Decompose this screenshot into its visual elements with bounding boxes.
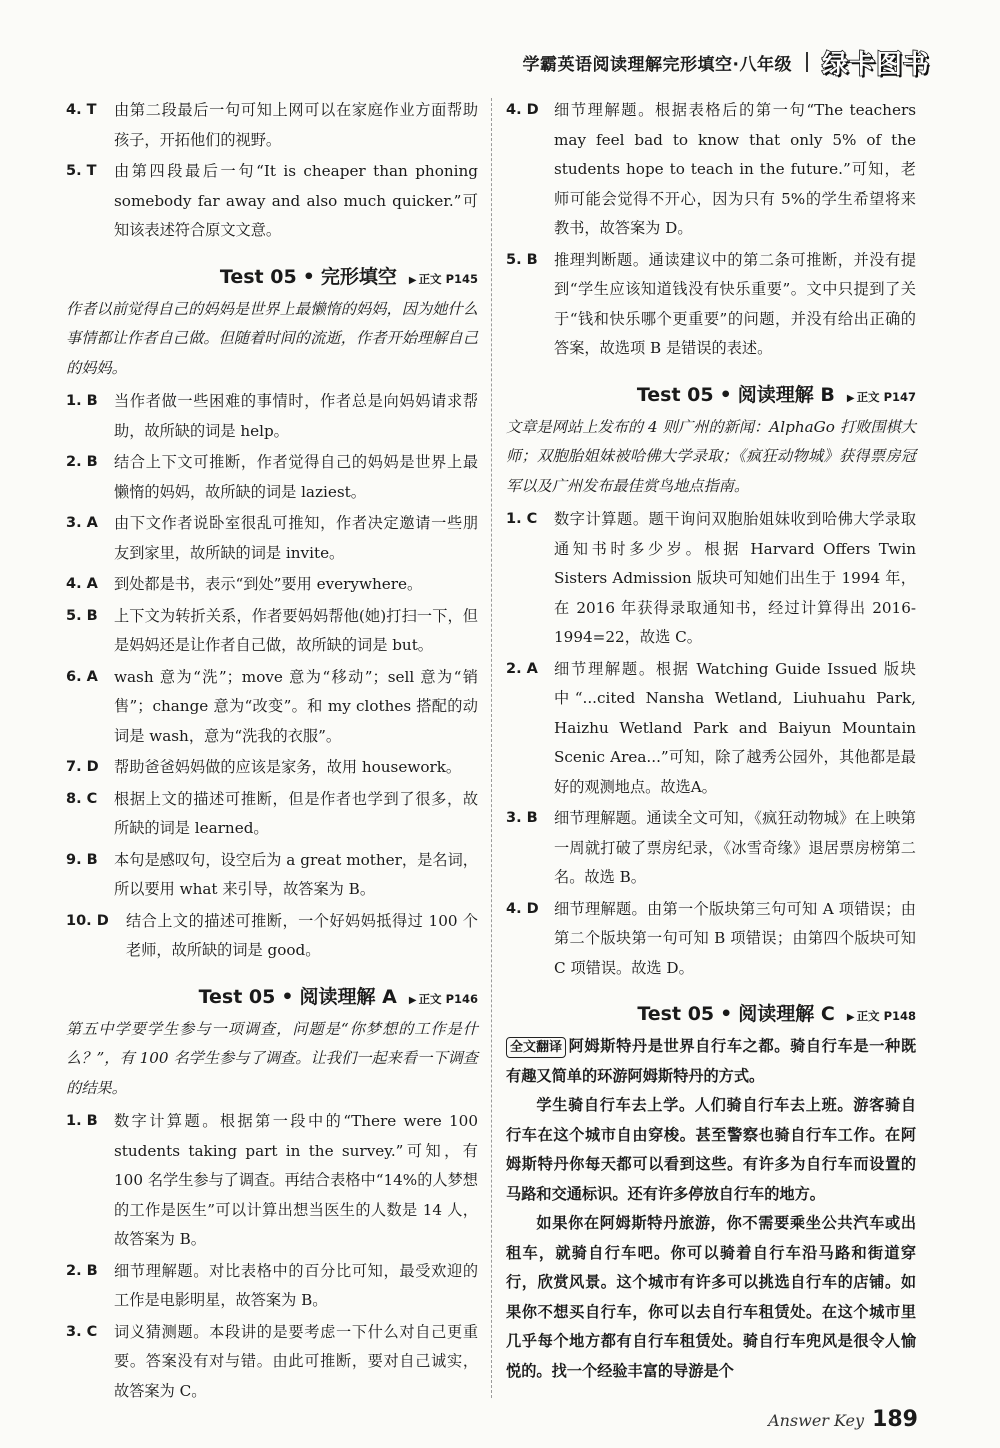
section-title: Test 05 • 阅读理解 A [198, 985, 397, 1008]
section-title: Test 05 • 阅读理解 B [636, 383, 835, 406]
answer-explanation: 到处都是书，表示“到处”要用 everywhere。 [114, 575, 423, 593]
answer-explanation: 词义猜测题。本段讲的是要考虑一下什么对自己更重要。答案没有对与错。由此可推断，要对自己诚实，故答案为 C。 [114, 1322, 478, 1400]
translation-paragraph: 如果你在阿姆斯特丹旅游，你不需要乘坐公共汽车或出租车，就骑自行车吧。你可以骑着自行车沿马路和街道穿行，欣赏风景。这个城市有许多可以挑选自行车的店铺。如果你不想买自行车，你可以去自行车租赁处。在这个城市里几乎每个地方都有自行车租赁处。骑自行车兜风是很令人愉悦的。找一个经验丰富的导游是个 [506, 1214, 916, 1380]
triangle-icon: ▶ [846, 1012, 855, 1023]
header-divider [806, 52, 808, 72]
answer-number: 4. A [66, 576, 98, 592]
answer-number: 10. D [66, 912, 109, 929]
answer-number: 2. B [66, 1262, 98, 1279]
answer-item [66, 907, 478, 966]
answer-explanation: 细节理解题。由第一个版块第三句可知 A 项错误；由第二个版块第一句可知 B 项错误；由第四个版块可知 C 项错误。故选 D。 [554, 899, 916, 977]
section-heading-reading-c [506, 999, 916, 1026]
answer-item [66, 448, 478, 507]
answer-explanation: 结合上文的描述可推断，一个好妈妈抵得过 100 个老师，故所缺的词是 good。 [126, 911, 478, 959]
footer-label: Answer Key [768, 1411, 865, 1430]
answer-number: 9. B [66, 851, 98, 868]
page-number: 189 [872, 1407, 918, 1432]
section-summary: 第五中学要学生参与一项调查，问题是“你梦想的工作是什么？”，有 100 名学生参与了调查。让我们一起来看一下调查的结果。 [66, 1019, 478, 1097]
answer-explanation: 本句是感叹句，设空后为 a great mother，是名词，所以要用 what 来引导，故答案为 B。 [114, 850, 478, 898]
triangle-icon: ▶ [846, 392, 855, 404]
answer-item [506, 895, 916, 984]
answer-number: 4. T [66, 102, 97, 118]
answer-number: 5. B [66, 607, 98, 624]
series-title: 学霸英语阅读理解完形填空·八年级 [522, 54, 792, 75]
answer-item [506, 655, 916, 803]
answer-item [66, 387, 478, 446]
page-reference: ▶ 正文 P146 [408, 991, 478, 1006]
answer-number: 3. C [66, 1323, 98, 1340]
section-heading-reading-b [506, 380, 916, 407]
translation-paragraph: 全文翻译 阿姆斯特丹是世界自行车之都。骑自行车是一种既有趣又简单的环游阿姆斯特丹的方式。 [506, 1037, 916, 1085]
answer-number: 8. C [66, 790, 98, 807]
page-reference: ▶ 正文 P145 [408, 271, 478, 286]
answer-explanation: 数字计算题。根据第一段中的“There were 100 students taking part in the survey.”可知，有 100 名学生参与了调查。再结合表格中“14%的人梦想的工作是医生”可以计算出想当医生的人数是 14 人，故答案为 B。 [114, 1112, 478, 1248]
answer-item [66, 509, 478, 568]
page-footer [768, 1407, 918, 1432]
answer-item [66, 157, 478, 246]
answer-item [66, 96, 478, 155]
answer-item [506, 505, 916, 653]
answer-item [66, 663, 478, 752]
full-translation [506, 1032, 916, 1386]
answer-explanation: wash 意为“洗”；move 意为“移动”；sell 意为“销售”；change 意为“改变”。和 my clothes 搭配的动词是 wash，意为“洗我的衣服”。 [114, 667, 478, 745]
translation-badge: 全文翻译 [506, 1037, 566, 1058]
answer-item [66, 1318, 478, 1407]
answer-item [66, 753, 478, 783]
section-summary: 文章是网站上发布的 4 则广州的新闻：AlphaGo 打败围棋大师；双胞胎姐妹被哈佛大学录取；《疯狂动物城》获得票房冠军以及广州发布最佳赏鸟地点指南。 [506, 417, 916, 495]
section-title: Test 05 • 完形填空 [219, 265, 397, 288]
answer-item [506, 246, 916, 364]
translation-paragraph: 学生骑自行车去上学。人们骑自行车去上班。游客骑自行车在这个城市自由穿梭。甚至警察也骑自行车工作。在阿姆斯特丹你每天都可以看到这些。有许多为自行车而设置的马路和交通标识。还有许多停放自行车的地方。 [506, 1096, 916, 1203]
answer-number: 4. D [506, 102, 539, 118]
section-title: Test 05 • 阅读理解 C [637, 1003, 835, 1025]
page-reference: ▶ 正文 P148 [846, 1009, 916, 1023]
answer-number: 1. B [66, 393, 98, 409]
answer-item [66, 785, 478, 844]
answer-explanation: 细节理解题。根据表格后的第一句“The teachers may feel bad to know that only 5% of the students hope to teach in the future.”可知，老师可能会觉得不开心，因为只有 5%的学生希望将来教书，故答案为 D。 [554, 101, 916, 237]
triangle-icon: ▶ [408, 994, 417, 1006]
right-column [506, 96, 916, 1386]
answer-explanation: 细节理解题。根据 Watching Guide Issued 版块中“...cited Nansha Wetland, Liuhuahu Park, Haizhu Wetland Park and Baiyun Mountain Scenic Area...”可知，除了越秀公园外，其他都是最好的观测地点。故选A。 [554, 659, 916, 796]
answer-item [66, 602, 478, 661]
answer-number: 2. B [66, 454, 98, 470]
left-column [66, 96, 478, 1408]
answer-explanation: 根据上文的描述可推断，但是作者也学到了很多，故所缺的词是 learned。 [114, 789, 478, 837]
answer-number: 5. B [506, 251, 538, 268]
answer-explanation: 细节理解题。对比表格中的百分比可知，最受欢迎的工作是电影明星，故答案为 B。 [114, 1261, 478, 1309]
answer-explanation: 当作者做一些困难的事情时，作者总是向妈妈请求帮助，故所缺的词是 help。 [114, 392, 478, 440]
section-summary: 作者以前觉得自己的妈妈是世界上最懒惰的妈妈，因为她什么事情都让作者自己做。但随着时间的流逝，作者开始理解自己的妈妈。 [66, 299, 478, 377]
answer-explanation: 由第四段最后一句“It is cheaper than phoning somebody far away and also much quicker.”可知该表述符合原文文意。 [114, 162, 478, 239]
answer-explanation: 帮助爸爸妈妈做的应该是家务，故用 housework。 [114, 758, 462, 776]
answer-explanation: 上下文为转折关系，作者要妈妈帮他(她)打扫一下，但是妈妈还是让作者自己做，故所缺的词是 but。 [114, 606, 478, 654]
answer-item [506, 804, 916, 893]
answer-explanation: 结合上下文可推断，作者觉得自己的妈妈是世界上最懒惰的妈妈，故所缺的词是 laziest。 [114, 453, 478, 501]
answer-item [506, 96, 916, 244]
answer-item [66, 570, 478, 600]
answer-number: 3. B [506, 810, 538, 826]
brand-logo: 绿卡图书 [821, 49, 930, 80]
answer-explanation: 细节理解题。通读全文可知，《疯狂动物城》在上映第一周就打破了票房纪录，《冰雪奇缘》退居票房榜第二名。故选 B。 [554, 809, 916, 886]
section-heading-reading-a [66, 982, 478, 1009]
answer-number: 5. T [66, 163, 97, 179]
answer-explanation: 数字计算题。题干询问双胞胎姐妹收到哈佛大学录取通知书时多少岁。根据 Harvard Offers Twin Sisters Admission 版块可知她们出生于 1994 年，在 2016 年获得录取通知书，经过计算得出 2016-1994=22，故选 C。 [554, 510, 916, 646]
answer-number: 7. D [66, 759, 99, 775]
column-divider [491, 98, 492, 1398]
answer-item [66, 1257, 478, 1316]
answer-number: 1. B [66, 1113, 98, 1129]
answer-explanation: 推理判断题。通读建议中的第二条可推断，并没有提到“学生应该知道钱没有快乐重要”。文中只提到了关于“钱和快乐哪个更重要”的问题，并没有给出正确的答案，故选项 B 是错误的表述。 [554, 250, 916, 357]
answer-item [66, 846, 478, 905]
page-reference: ▶ 正文 P147 [846, 389, 916, 404]
answer-number: 1. C [506, 511, 538, 527]
answer-number: 2. A [506, 660, 538, 677]
answer-explanation: 由下文作者说卧室很乱可推知，作者决定邀请一些朋友到家里，故所缺的词是 invite。 [114, 514, 478, 562]
answer-item [66, 1107, 478, 1255]
page-header [523, 42, 930, 82]
triangle-icon: ▶ [408, 274, 417, 286]
answer-number: 4. D [506, 900, 539, 917]
section-heading-cloze [66, 262, 478, 289]
answer-explanation: 由第二段最后一句可知上网可以在家庭作业方面帮助孩子，开拓他们的视野。 [114, 101, 478, 149]
answer-number: 3. A [66, 515, 98, 531]
answer-number: 6. A [66, 668, 98, 685]
